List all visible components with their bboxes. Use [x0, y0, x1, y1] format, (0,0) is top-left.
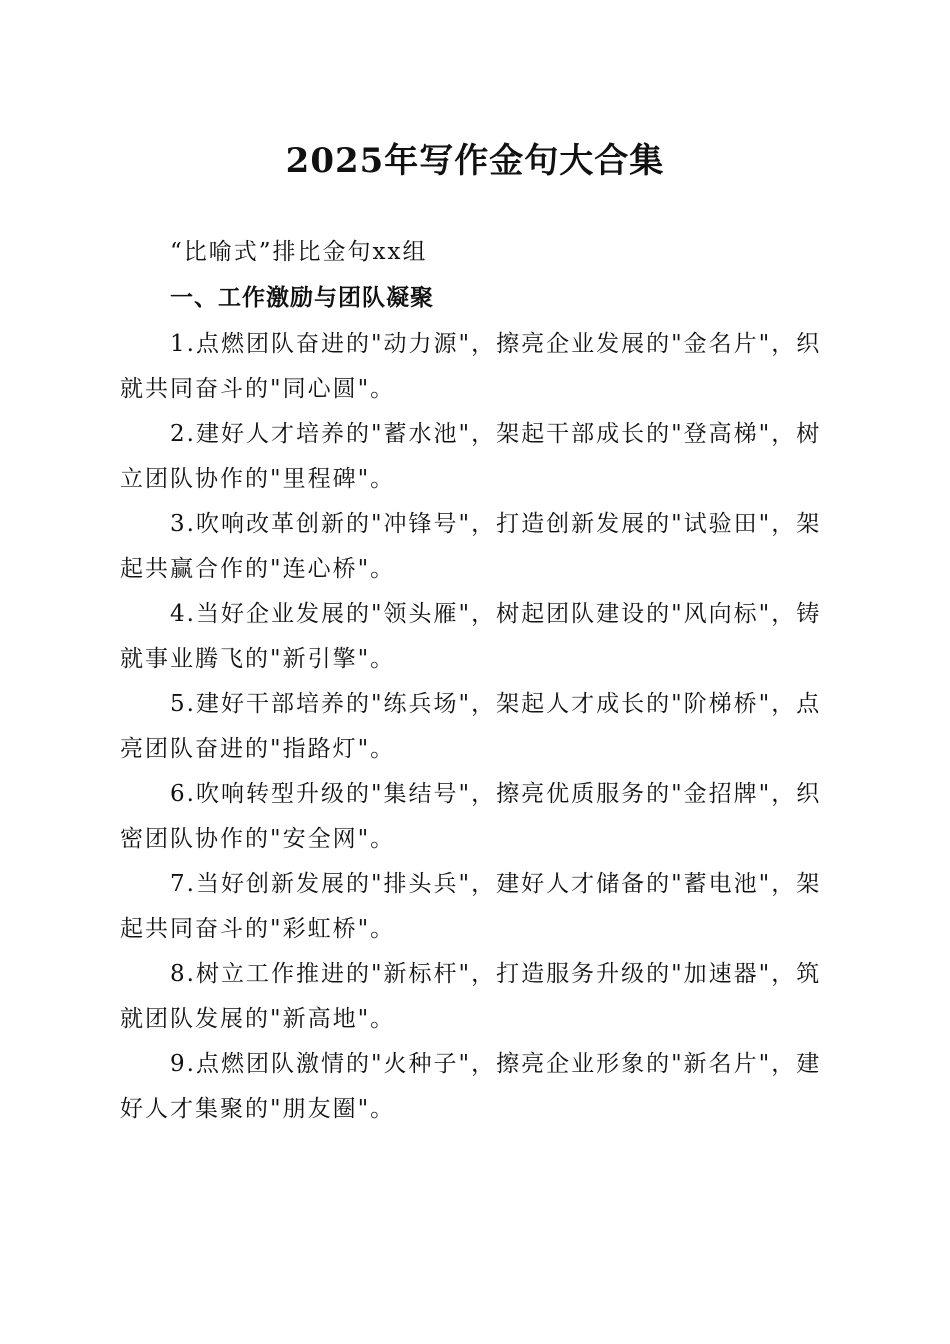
list-item: 9.点燃团队激情的"火种子"，擦亮企业形象的"新名片"，建好人才集聚的"朋友圈"。 — [120, 1051, 822, 1122]
list-item: 3.吹响改革创新的"冲锋号"，打造创新发展的"试验田"，架起共赢合作的"连心桥"。 — [120, 511, 822, 582]
list-item: 2.建好人才培养的"蓄水池"，架起干部成长的"登高梯"，树立团队协作的"里程碑"。 — [120, 421, 822, 492]
list-item: 5.建好干部培养的"练兵场"，架起人才成长的"阶梯桥"，点亮团队奋进的"指路灯"。 — [120, 691, 822, 762]
list-item: 7.当好创新发展的"排头兵"，建好人才储备的"蓄电池"，架起共同奋斗的"彩虹桥"。 — [120, 871, 822, 942]
section-heading: 一、工作激励与团队凝聚 — [170, 285, 434, 311]
list-item: 1.点燃团队奋进的"动力源"，擦亮企业发展的"金名片"，织就共同奋斗的"同心圆"。 — [120, 331, 822, 402]
item-list — [120, 322, 832, 1132]
list-item: 8.树立工作推进的"新标杆"，打造服务升级的"加速器"，筑就团队发展的"新高地"。 — [120, 961, 822, 1032]
list-item: 4.当好企业发展的"领头雁"，树起团队建设的"风向标"，铸就事业腾飞的"新引擎"。 — [120, 601, 822, 672]
document-title: 2025年写作金句大合集 — [285, 141, 665, 181]
document-subtitle: “比喻式”排比金句xx组 — [170, 239, 428, 265]
list-item: 6.吹响转型升级的"集结号"，擦亮优质服务的"金招牌"，织密团队协作的"安全网"。 — [120, 781, 822, 852]
